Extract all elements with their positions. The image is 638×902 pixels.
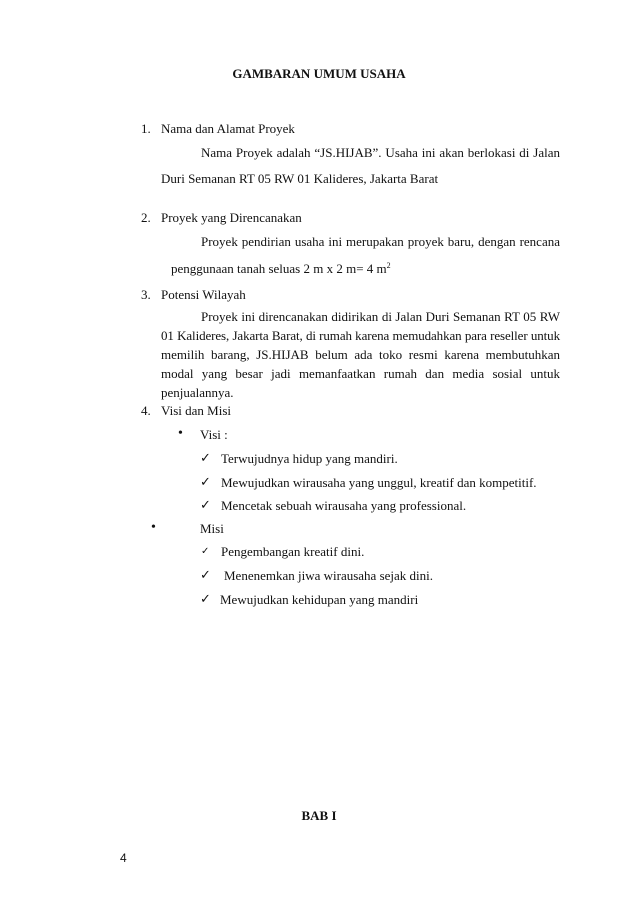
section-3-number: 3. (141, 287, 151, 302)
section-2-line-2-wrap (161, 256, 560, 279)
section-3-line-5: penjualannya. (161, 385, 234, 400)
misi-item-3: Mewujudkan kehidupan yang mandiri (220, 592, 419, 607)
misi-item-1: Pengembangan kreatif dini. (221, 544, 365, 559)
visi-bullet-icon: • (178, 426, 183, 441)
section-4-heading: Visi dan Misi (161, 403, 232, 418)
section-3-heading: Potensi Wilayah (161, 287, 246, 302)
check-icon: ✓ (200, 568, 211, 583)
check-icon: ✓ (201, 546, 210, 557)
section-2-paragraph (161, 232, 560, 279)
section-2-heading: Proyek yang Direncanakan (161, 210, 302, 225)
section-1-number: 1. (141, 121, 151, 136)
chapter-heading: BAB I (301, 808, 337, 823)
section-2-line-1: Proyek pendirian usaha ini merupakan proyek baru, dengan rencana (201, 234, 560, 249)
section-1-line-1: Nama Proyek adalah “JS.HIJAB”. Usaha ini akan berlokasi di Jalan (201, 145, 560, 160)
misi-item-2: Menenemkan jiwa wirausaha sejak dini. (224, 568, 434, 583)
misi-bullet-icon: • (151, 520, 156, 535)
page-number: 4 (120, 851, 127, 865)
check-icon: ✓ (200, 592, 211, 607)
check-icon: ✓ (200, 451, 211, 466)
visi-label: Visi : (200, 427, 228, 442)
section-3-line-3: memilih barang, JS.HIJAB belum ada toko resmi karena membutuhkan (161, 347, 560, 362)
check-icon: ✓ (200, 498, 211, 513)
section-1-paragraph (161, 143, 560, 189)
visi-item-2: Mewujudkan wirausaha yang unggul, kreatif dan kompetitif. (221, 475, 537, 490)
section-2-superscript: 2 (386, 261, 391, 270)
section-3-paragraph (161, 307, 560, 402)
section-2-number: 2. (141, 210, 151, 225)
section-4-number: 4. (141, 403, 151, 418)
section-3-line-1: Proyek ini direncanakan didirikan di Jalan Duri Semanan RT 05 RW (201, 309, 560, 324)
section-3-line-4: modal yang besar jadi memanfaatkan rumah dan media sosial untuk (161, 366, 560, 381)
section-1-heading: Nama dan Alamat Proyek (161, 121, 295, 136)
section-2-line-2: penggunaan tanah seluas 2 m x 2 m= 4 m (171, 261, 387, 276)
page-title: GAMBARAN UMUM USAHA (232, 66, 406, 81)
check-icon: ✓ (200, 475, 211, 490)
misi-label: Misi (200, 521, 224, 536)
visi-item-1: Terwujudnya hidup yang mandiri. (221, 451, 398, 466)
visi-item-3: Mencetak sebuah wirausaha yang professional. (221, 498, 467, 513)
section-1-line-2: Duri Semanan RT 05 RW 01 Kalideres, Jakarta Barat (161, 171, 439, 186)
section-3-line-2: 01 Kalideres, Jakarta Barat, di rumah karena memudahkan para reseller untuk (161, 328, 560, 343)
